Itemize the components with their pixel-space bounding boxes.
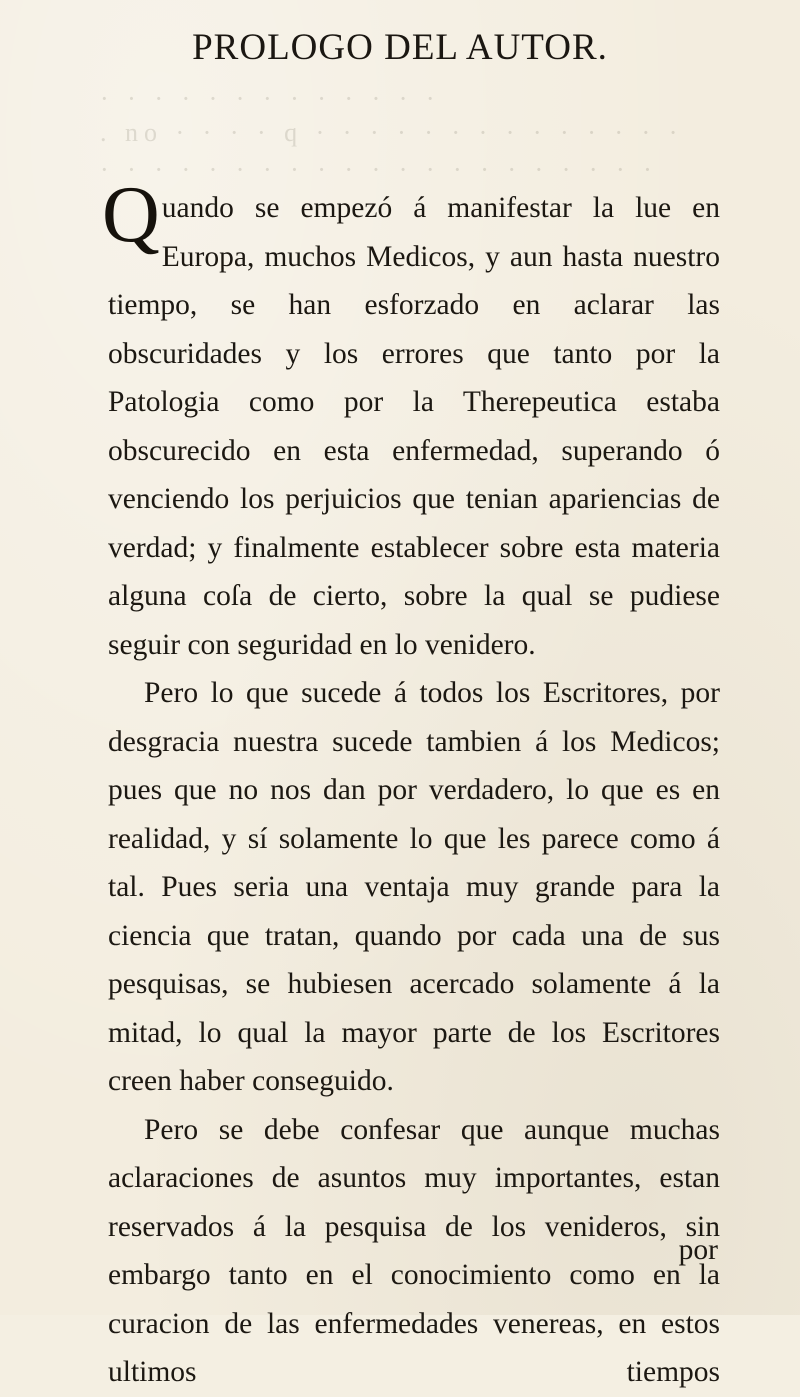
paragraph-3: Pero se debe confesar que aunque muchas aclaraciones de asuntos muy importantes, estan reservados á la pesquisa de los venideros, sin embargo tanto en el conocimiento como en la curacion de las enfermedades venereas, en estos ultimos tiempos <box>108 1113 720 1388</box>
bleed-through-line-3: · · · · · · · · · · · · · · · · · · · · · <box>100 155 658 184</box>
catchword: por <box>678 1234 718 1266</box>
running-title: PROLOGO DEL AUTOR. <box>192 27 608 68</box>
bleed-through-line-1: · · · · · · · · · · · · · <box>100 84 441 113</box>
drop-cap: Q <box>102 171 160 259</box>
paragraph-1 <box>102 171 720 669</box>
paragraph-2: Pero lo que sucede á todos los Escritores, por desgracia nuestra sucede tambien á los Medicos; pues que no nos dan por verdadero, lo que es en realidad, y sí solamente lo que les parece como á tal. Pues seria una ventaja muy grande para la ciencia que tratan, quando por cada una de sus pesquisas, se hubiesen acercado solamente á la mitad, lo qual la mayor parte de los Escritores creen haber conseguido. <box>108 677 720 1097</box>
body-text <box>102 171 720 1397</box>
bleed-through-line-2: . no · · · · q · · · · · · · · · · · · · · <box>100 118 684 147</box>
paragraph-1-text: uando se empezó á manifestar la lue en Europa, muchos Medicos, y aun hasta nuestro tiempo, se han esforzado en aclarar las obscuridades y los errores que tanto por la Patologia como por la Therepeutica estaba obscurecido en esta enfermedad, superando ó venciendo los perjuicios que tenian apariencias de verdad; y finalmente establecer sobre esta materia alguna coſa de cierto, sobre la qual se pudiese seguir con seguridad en lo venidero. <box>108 192 720 661</box>
